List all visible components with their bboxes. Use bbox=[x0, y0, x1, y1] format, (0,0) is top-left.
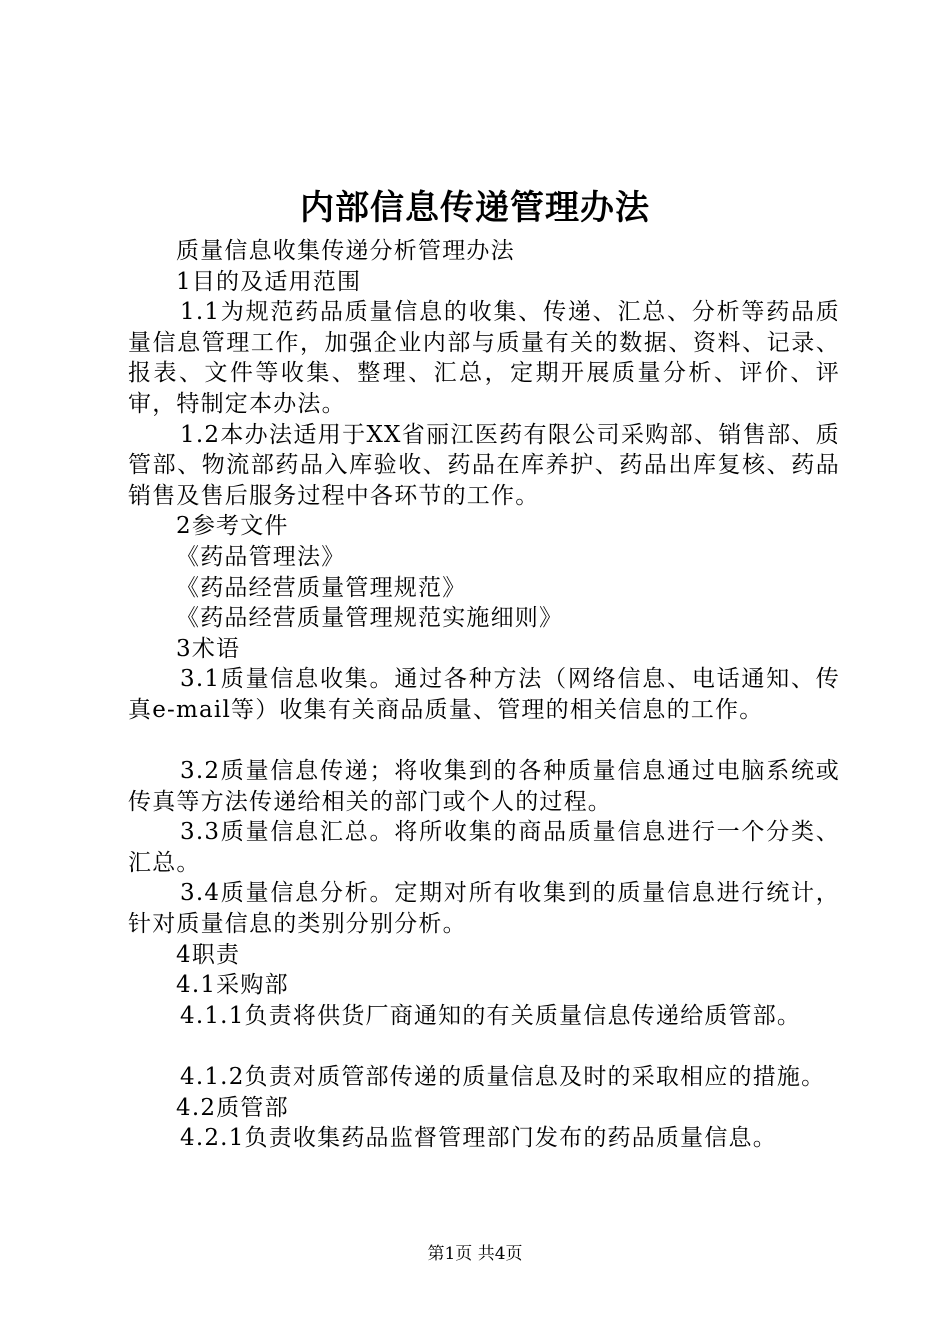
reference-item: 《药品管理法》 bbox=[176, 543, 346, 570]
subsection-heading-4-2: 4.2质管部 bbox=[176, 1094, 289, 1121]
section-heading-4: 4职责 bbox=[176, 941, 241, 968]
paragraph-1-2: 1.2本办法适用于XX省丽江医药有限公司采购部、销售部、质管部、物流部药品入库验收、药品在库养护、药品出库复核、药品销售及售后服务过程中各环节的工作。 bbox=[128, 421, 840, 509]
page-footer: 第1页 共4页 bbox=[427, 1244, 523, 1264]
section-heading-2: 2参考文件 bbox=[176, 513, 289, 540]
paragraph-4-1-1: 4.1.1负责将供货厂商通知的有关质量信息传递给质管部。 bbox=[180, 1002, 802, 1029]
reference-item: 《药品经营质量管理规范》 bbox=[176, 574, 467, 601]
document-title: 内部信息传递管理办法 bbox=[300, 188, 650, 228]
paragraph-1-1: 1.1为规范药品质量信息的收集、传递、汇总、分析等药品质量信息管理工作，加强企业内部与质量有关的数据、资料、记录、报表、文件等收集、整理、汇总，定期开展质量分析、评价、评审，特制定本办法。 bbox=[128, 299, 840, 417]
reference-item: 《药品经营质量管理规范实施细则》 bbox=[176, 605, 564, 632]
paragraph-4-2-1: 4.2.1负责收集药品监督管理部门发布的药品质量信息。 bbox=[180, 1125, 777, 1152]
paragraph-heading: 质量信息收集传递分析管理办法 bbox=[176, 238, 515, 264]
section-heading-3: 3术语 bbox=[176, 635, 241, 662]
paragraph-3-4: 3.4质量信息分析。定期对所有收集到的质量信息进行统计，针对质量信息的类别分别分析。 bbox=[128, 880, 840, 938]
paragraph-3-2: 3.2质量信息传递；将收集到的各种质量信息通过电脑系统或传真等方法传递给相关的部门或个人的过程。 bbox=[128, 758, 840, 815]
paragraph-3-1: 3.1质量信息收集。通过各种方法（网络信息、电话通知、传真e-mail等）收集有关商品质量、管理的相关信息的工作。 bbox=[128, 666, 840, 723]
paragraph-3-3: 3.3质量信息汇总。将所收集的商品质量信息进行一个分类、汇总。 bbox=[128, 819, 840, 876]
paragraph-4-1-2: 4.1.2负责对质管部传递的质量信息及时的采取相应的措施。 bbox=[180, 1064, 826, 1091]
document-body bbox=[128, 236, 840, 1154]
subsection-heading-4-1: 4.1采购部 bbox=[176, 972, 289, 999]
section-heading-1: 1目的及适用范围 bbox=[176, 268, 362, 295]
blank-line bbox=[128, 726, 840, 757]
blank-line bbox=[128, 1031, 840, 1062]
